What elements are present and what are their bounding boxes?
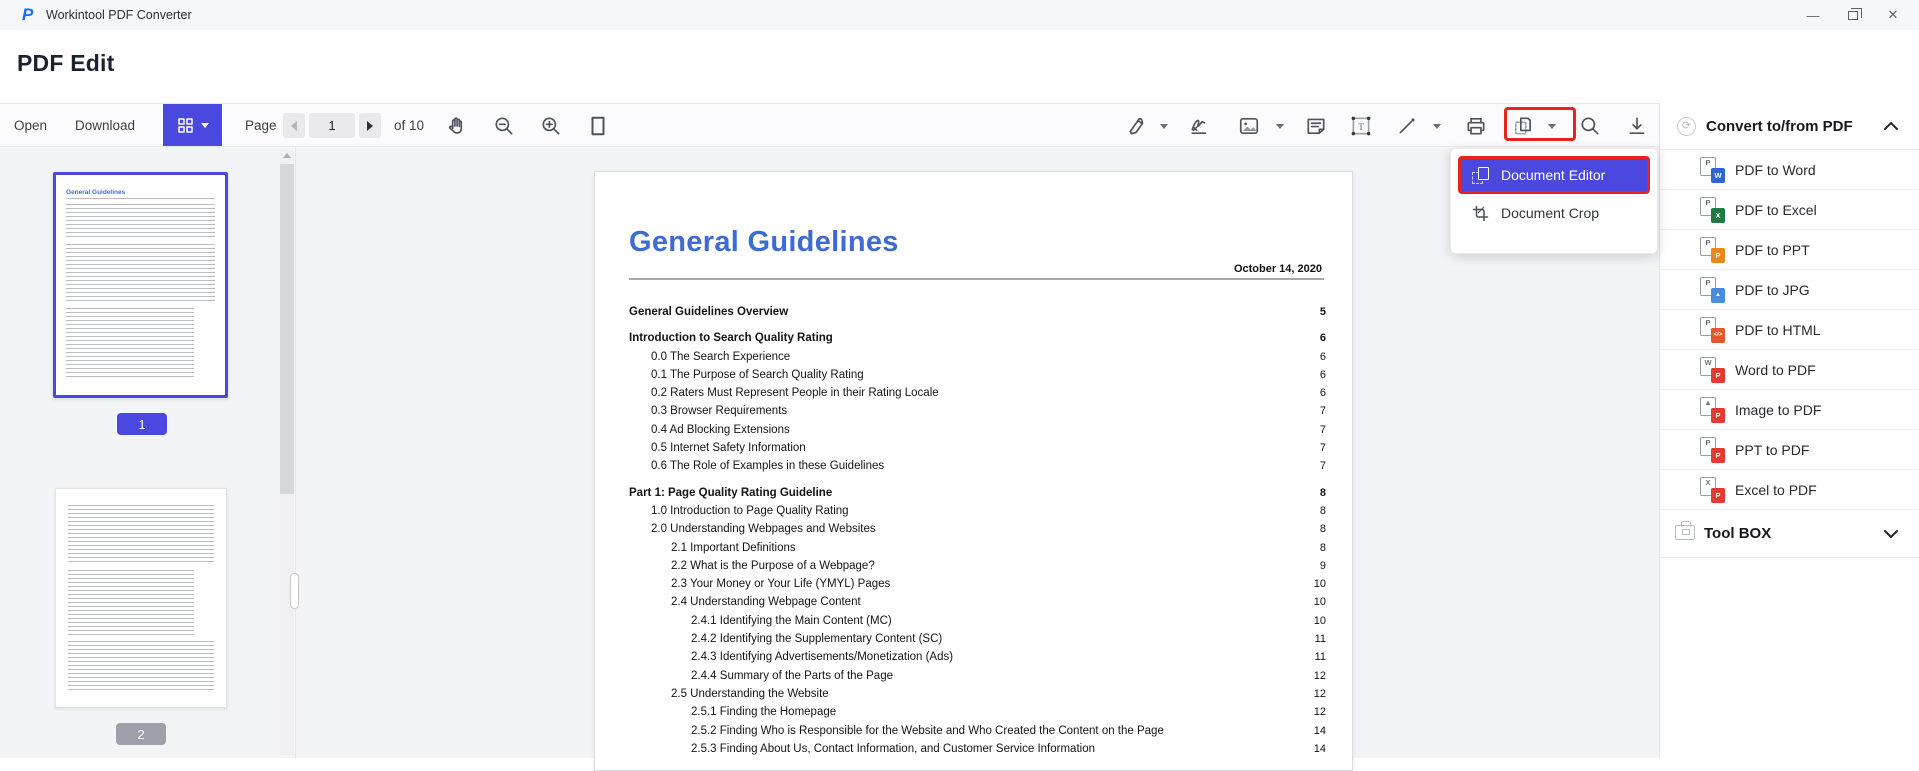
text-box-icon <box>1349 114 1373 138</box>
thumbnail-grid-button[interactable] <box>163 104 222 146</box>
open-button[interactable]: Open <box>14 117 48 133</box>
toolbar <box>0 103 1919 147</box>
restore-button[interactable] <box>1833 0 1873 30</box>
file-convert-icon: W P <box>1700 357 1725 383</box>
table-of-contents <box>629 303 1326 758</box>
chevron-down-icon <box>201 123 209 128</box>
line-icon <box>1396 115 1418 137</box>
sync-icon: ⟳ <box>1677 117 1696 136</box>
file-convert-icon: X P <box>1700 477 1725 503</box>
zoom-in-button[interactable] <box>539 114 563 138</box>
title-rule <box>629 278 1324 280</box>
page-thumbnail-1[interactable] <box>53 172 228 398</box>
line-shape-button[interactable] <box>1395 114 1419 138</box>
toc-entry: 1.0 Introduction to Page Quality Rating 8 <box>651 504 1326 517</box>
toc-entry: 0.2 Raters Must Represent People in their Rating Locale 6 <box>651 387 1326 400</box>
sidebar-item-label: PDF to PPT <box>1735 241 1810 258</box>
document-editor-icon <box>1512 115 1534 137</box>
zoom-out-button[interactable] <box>492 114 516 138</box>
document-date: October 14, 2020 <box>1233 263 1322 275</box>
next-icon <box>367 121 373 131</box>
text-box-button[interactable] <box>1349 114 1373 138</box>
note-icon <box>1305 115 1327 137</box>
menu-item-document-crop[interactable]: Document Crop <box>1458 194 1650 232</box>
app-title: Workintool PDF Converter <box>46 8 192 22</box>
sidebar-item-pdf-to-excel[interactable] <box>1660 190 1919 230</box>
document-editor-icon <box>1472 167 1489 184</box>
file-convert-icon: P ▲ <box>1700 277 1725 303</box>
panel-resize-handle[interactable] <box>290 573 299 609</box>
highlighter-icon <box>1127 115 1149 137</box>
prev-icon <box>291 121 297 131</box>
image-dropdown[interactable] <box>1274 114 1286 138</box>
minimize-button[interactable]: — <box>1806 7 1820 23</box>
page-title: PDF Edit <box>17 50 115 76</box>
sidebar-item-word-to-pdf[interactable] <box>1660 350 1919 390</box>
signature-button[interactable] <box>1188 114 1212 138</box>
pdf-page <box>594 171 1353 771</box>
sidebar-item-label: PPT to PDF <box>1735 441 1810 458</box>
thumb-doc-title: General Guidelines <box>66 189 126 196</box>
document-crop-icon <box>1472 205 1489 222</box>
toc-entry: 2.0 Understanding Webpages and Websites 8 <box>651 523 1326 536</box>
line-dropdown[interactable] <box>1431 114 1443 138</box>
toc-entry: 2.3 Your Money or Your Life (YMYL) Pages 10 <box>671 578 1326 591</box>
convert-sidebar <box>1659 103 1919 758</box>
sidebar-item-pdf-to-ppt[interactable] <box>1660 230 1919 270</box>
main-content <box>0 147 1659 758</box>
prev-page-button[interactable] <box>283 113 305 138</box>
toc-entry: 2.4.4 Summary of the Parts of the Page 12 <box>691 669 1326 682</box>
document-editor-dropdown[interactable] <box>1546 114 1558 138</box>
search-button[interactable] <box>1578 114 1602 138</box>
toc-entry: 0.1 The Purpose of Search Quality Rating 6 <box>651 368 1326 381</box>
sidebar-item-pdf-to-html[interactable] <box>1660 310 1919 350</box>
toc-entry: 2.1 Important Definitions 8 <box>671 541 1326 554</box>
scroll-up-icon <box>283 153 291 158</box>
toc-entry: 0.3 Browser Requirements 7 <box>651 405 1326 418</box>
sidebar-item-ppt-to-pdf[interactable] <box>1660 430 1919 470</box>
printer-icon <box>1465 115 1487 137</box>
toc-entry: 2.2 What is the Purpose of a Webpage? 9 <box>671 559 1326 572</box>
file-convert-icon: P W <box>1700 157 1725 183</box>
toc-entry: 0.4 Ad Blocking Extensions 7 <box>651 423 1326 436</box>
toc-entry: Introduction to Search Quality Rating 6 <box>629 332 1326 345</box>
file-convert-icon: P </> <box>1700 317 1725 343</box>
hand-tool-button[interactable] <box>444 114 468 138</box>
sidebar-item-label: PDF to Excel <box>1735 201 1817 218</box>
thumbnail-badge-2[interactable]: 2 <box>116 723 166 745</box>
search-icon <box>1579 115 1601 137</box>
grid-icon <box>177 117 194 134</box>
sidebar-item-label: PDF to HTML <box>1735 321 1821 338</box>
toc-entry: 2.4.3 Identifying Advertisements/Monetization (Ads) 11 <box>691 651 1326 664</box>
sidebar-item-pdf-to-word[interactable] <box>1660 150 1919 190</box>
page-label: Page <box>245 117 277 133</box>
page-number-input[interactable] <box>309 113 355 138</box>
toc-entry: 0.6 The Role of Examples in these Guidelines 7 <box>651 460 1326 473</box>
zoom-in-icon <box>540 115 562 137</box>
insert-image-button[interactable] <box>1237 114 1261 138</box>
toc-entry: 2.4.1 Identifying the Main Content (MC) 10 <box>691 614 1326 627</box>
chevron-up-icon <box>1883 120 1899 132</box>
toc-entry: 0.5 Internet Safety Information 7 <box>651 442 1326 455</box>
restore-icon <box>1848 11 1858 20</box>
document-editor-button[interactable] <box>1511 114 1535 138</box>
file-convert-icon: P X <box>1700 197 1725 223</box>
signature-icon <box>1189 115 1211 137</box>
toolbox-header[interactable] <box>1660 510 1919 558</box>
sidebar-item-excel-to-pdf[interactable] <box>1660 470 1919 510</box>
download-icon <box>1626 115 1648 137</box>
document-title: General Guidelines <box>629 226 899 258</box>
sidebar-item-image-to-pdf[interactable] <box>1660 390 1919 430</box>
hand-icon <box>445 115 467 137</box>
note-button[interactable] <box>1304 114 1328 138</box>
file-convert-icon: P P <box>1700 437 1725 463</box>
thumbnail-panel <box>0 147 296 758</box>
svg-text:T: T <box>1358 121 1364 133</box>
download-button[interactable]: Download <box>75 117 136 133</box>
toc-entry: 2.4 Understanding Webpage Content 10 <box>671 596 1326 609</box>
toolbox-header-label: Tool BOX <box>1704 525 1772 542</box>
page-thumbnail-2[interactable] <box>55 488 227 708</box>
zoom-out-icon <box>493 115 515 137</box>
highlighter-button[interactable] <box>1126 114 1150 138</box>
print-button[interactable] <box>1464 114 1488 138</box>
app-logo-icon: P <box>22 5 34 24</box>
single-page-layout-button[interactable] <box>586 114 610 138</box>
toolbox-icon <box>1675 525 1695 540</box>
menu-item-document-editor[interactable]: Document Editor <box>1458 156 1650 194</box>
next-page-button[interactable] <box>359 113 381 138</box>
sidebar-item-label: PDF to Word <box>1735 161 1816 178</box>
page-total: of 10 <box>394 117 425 133</box>
convert-header-label: Convert to/from PDF <box>1706 117 1853 135</box>
toc-entry: 2.5.2 Finding Who is Responsible for the Website and Who Created the Content on the Page 14 <box>691 724 1326 737</box>
document-editor-menu <box>1450 148 1658 254</box>
toc-entry: 0.0 The Search Experience 6 <box>651 350 1326 363</box>
toc-entry: 2.5 Understanding the Website 12 <box>671 687 1326 700</box>
page-layout-icon <box>587 115 609 137</box>
chevron-down-icon <box>1883 528 1899 540</box>
sidebar-item-label: PDF to JPG <box>1735 281 1810 298</box>
convert-header[interactable] <box>1660 103 1919 150</box>
close-button[interactable]: ✕ <box>1887 7 1899 22</box>
sidebar-item-label: Word to PDF <box>1735 361 1816 378</box>
image-icon <box>1238 115 1260 137</box>
sidebar-item-label: Excel to PDF <box>1735 481 1817 498</box>
sidebar-item-pdf-to-jpg[interactable] <box>1660 270 1919 310</box>
sidebar-item-label: Image to PDF <box>1735 401 1822 418</box>
thumbnail-scrollbar[interactable] <box>280 150 294 755</box>
scrollbar-thumb[interactable] <box>280 164 294 494</box>
page-header <box>0 30 1919 103</box>
toc-entry: General Guidelines Overview 5 <box>629 306 1326 318</box>
toc-entry: 2.5.3 Finding About Us, Contact Information, and Customer Service Information 14 <box>691 742 1326 755</box>
file-convert-icon: P P <box>1700 237 1725 263</box>
toc-entry: Part 1: Page Quality Rating Guideline 8 <box>629 486 1326 499</box>
title-bar <box>0 0 1919 30</box>
save-download-button[interactable] <box>1625 114 1649 138</box>
toc-entry: 2.5.1 Finding the Homepage 12 <box>691 706 1326 719</box>
highlighter-dropdown[interactable] <box>1158 114 1170 138</box>
file-convert-icon: ▲ P <box>1700 397 1725 423</box>
toc-entry: 2.4.2 Identifying the Supplementary Content (SC) 11 <box>691 633 1326 646</box>
thumbnail-badge-1[interactable]: 1 <box>117 413 167 435</box>
